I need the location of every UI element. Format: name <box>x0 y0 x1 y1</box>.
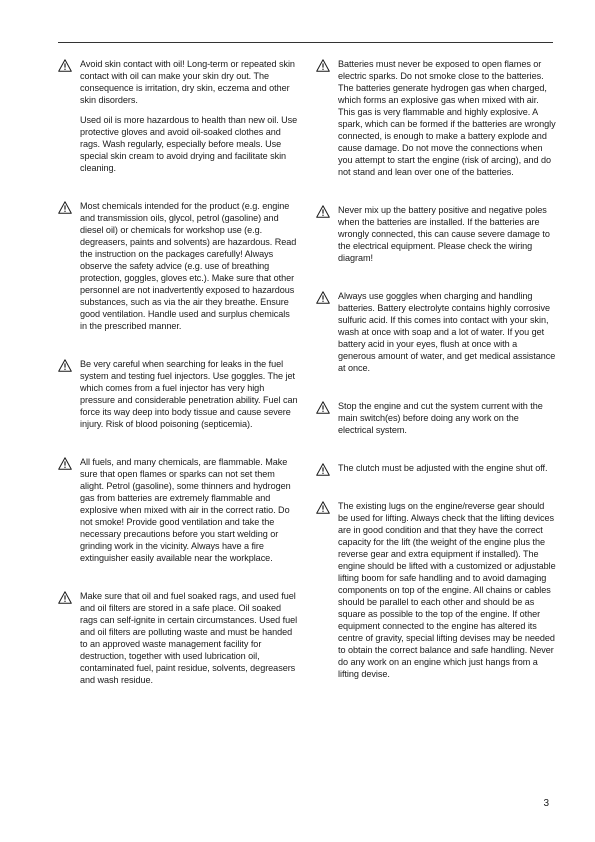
warning-block <box>316 290 556 374</box>
warning-block <box>58 590 298 686</box>
warning-triangle-icon <box>316 501 330 514</box>
warning-text: All fuels, and many chemicals, are flammable. Make sure that open flames or sparks can not set them alight. Petrol (gasoline), some thinners and hydrogen gas from batteries are extremely flammable and explosive when mixed with air in the correct ratio. Do not smoke! Provide good ventilation and take the necessary precautions before you start welding or grinding work in the vicinity. Always have a fire extinguisher easily available near the workplace. <box>80 457 291 563</box>
warning-triangle-icon <box>316 401 330 414</box>
warning-triangle-icon <box>316 291 330 304</box>
page-number: 3 <box>543 798 549 809</box>
warning-triangle-icon <box>58 359 72 372</box>
warning-block <box>316 462 556 474</box>
warning-block <box>58 456 298 564</box>
warning-block <box>58 358 298 430</box>
warning-text: Avoid skin contact with oil! Long-term or repeated skin contact with oil can make your skin dry out. The consequence is irritation, dry skin, eczema and other skin disorders. <box>80 59 295 105</box>
warning-text: Be very careful when searching for leaks in the fuel system and testing fuel injectors. Use goggles. The jet which comes from a fuel injector has very high pressure and considerable penetration ability. Fuel can force its way deep into body tissue and cause severe injury. Risk of blood poisoning (septicemia). <box>80 359 298 429</box>
warning-text: The clutch must be adjusted with the engine shut off. <box>338 463 548 473</box>
warning-text: Make sure that oil and fuel soaked rags, and used fuel and oil filters are stored in a safe place. Oil soaked rags can self-ignite in certain circumstances. Used fuel and oil filters are polluting waste and must be handed to an approved waste management facility for destruction, together with used lubrication oil, contaminated fuel, paint residue, solvents, degreasers and wash residue. <box>80 591 298 685</box>
warning-triangle-icon <box>316 205 330 218</box>
warning-block <box>316 204 556 264</box>
warning-block <box>58 200 298 332</box>
warning-text: The existing lugs on the engine/reverse gear should be used for lifting. Always check that the lifting devices are in good condition and that they have the correct capacity for the lift (the weight of the engine plus the reverse gear and extra equipment if installed). The engine should be lifted with a customized or adjustable lifting boom for safe handling and to avoid damaging components on top of the engine. All chains or cables should be parallel to each other and should be as square as possible to the top of the engine. If other equipment connected to the engine has altered its centre of gravity, special lifting devises may be needed to obtain the correct balance and safe handling. Never do any work on an engine which just hangs from a lifting devise. <box>338 501 556 679</box>
warning-triangle-icon <box>316 59 330 72</box>
warning-triangle-icon <box>58 591 72 604</box>
warning-triangle-icon <box>58 59 72 72</box>
warning-block <box>316 58 556 178</box>
warning-block <box>316 500 556 680</box>
warning-text: Used oil is more hazardous to health than new oil. Use protective gloves and avoid oil-soaked clothes and rags. Wash regularly, especially before meals. Use special skin cream to avoid drying and facilitate skin cleaning. <box>80 115 298 173</box>
header-rule <box>58 42 553 43</box>
warning-text: Stop the engine and cut the system current with the main switch(es) before doing any work on the electrical system. <box>338 401 543 435</box>
warning-text: Most chemicals intended for the product (e.g. engine and transmission oils, glycol, petrol (gasoline) and diesel oil) or chemicals for workshop use (e.g. degreasers, paints and solvents) are hazardous. Read the instruction on the packages carefully! Always observe the safety advice (e.g. use of breathing protection, goggles, gloves etc.). Make sure that other personnel are not inadvertently exposed to hazardous substances, such as via the air they breathe. Ensure good ventilation. Handle used and surplus chemicals in the prescribed manner. <box>80 201 297 331</box>
warning-block <box>316 400 556 436</box>
warning-block <box>58 58 298 174</box>
warning-triangle-icon <box>58 201 72 214</box>
left-column <box>58 58 298 712</box>
warning-triangle-icon <box>58 457 72 470</box>
warning-triangle-icon <box>316 463 330 476</box>
warning-text: Batteries must never be exposed to open flames or electric sparks. Do not smoke close to the batteries. The batteries generate hydrogen gas when charged, which forms an explosive gas when mixed with air. This gas is very flammable and highly explosive. A spark, which can be formed if the batteries are wrongly connected, is enough to make a battery explode and cause damage. Do not move the connections when you attempt to start the engine (risk of arcing), and do not stand and lean over one of the batteries. <box>338 59 556 177</box>
warning-text: Never mix up the battery positive and negative poles when the batteries are installed. If the batteries are wrongly connected, this can cause severe damage to the electrical equipment. Please check the wiring diagram! <box>338 205 550 263</box>
warning-text: Always use goggles when charging and handling batteries. Battery electrolyte contains highly corrosive sulfuric acid. If this comes into contact with your skin, wash at once with soap and a lot of water. If you get battery acid in your eyes, flush at once with a generous amount of water, and get medical assistance at once. <box>338 291 556 373</box>
right-column <box>316 58 556 706</box>
